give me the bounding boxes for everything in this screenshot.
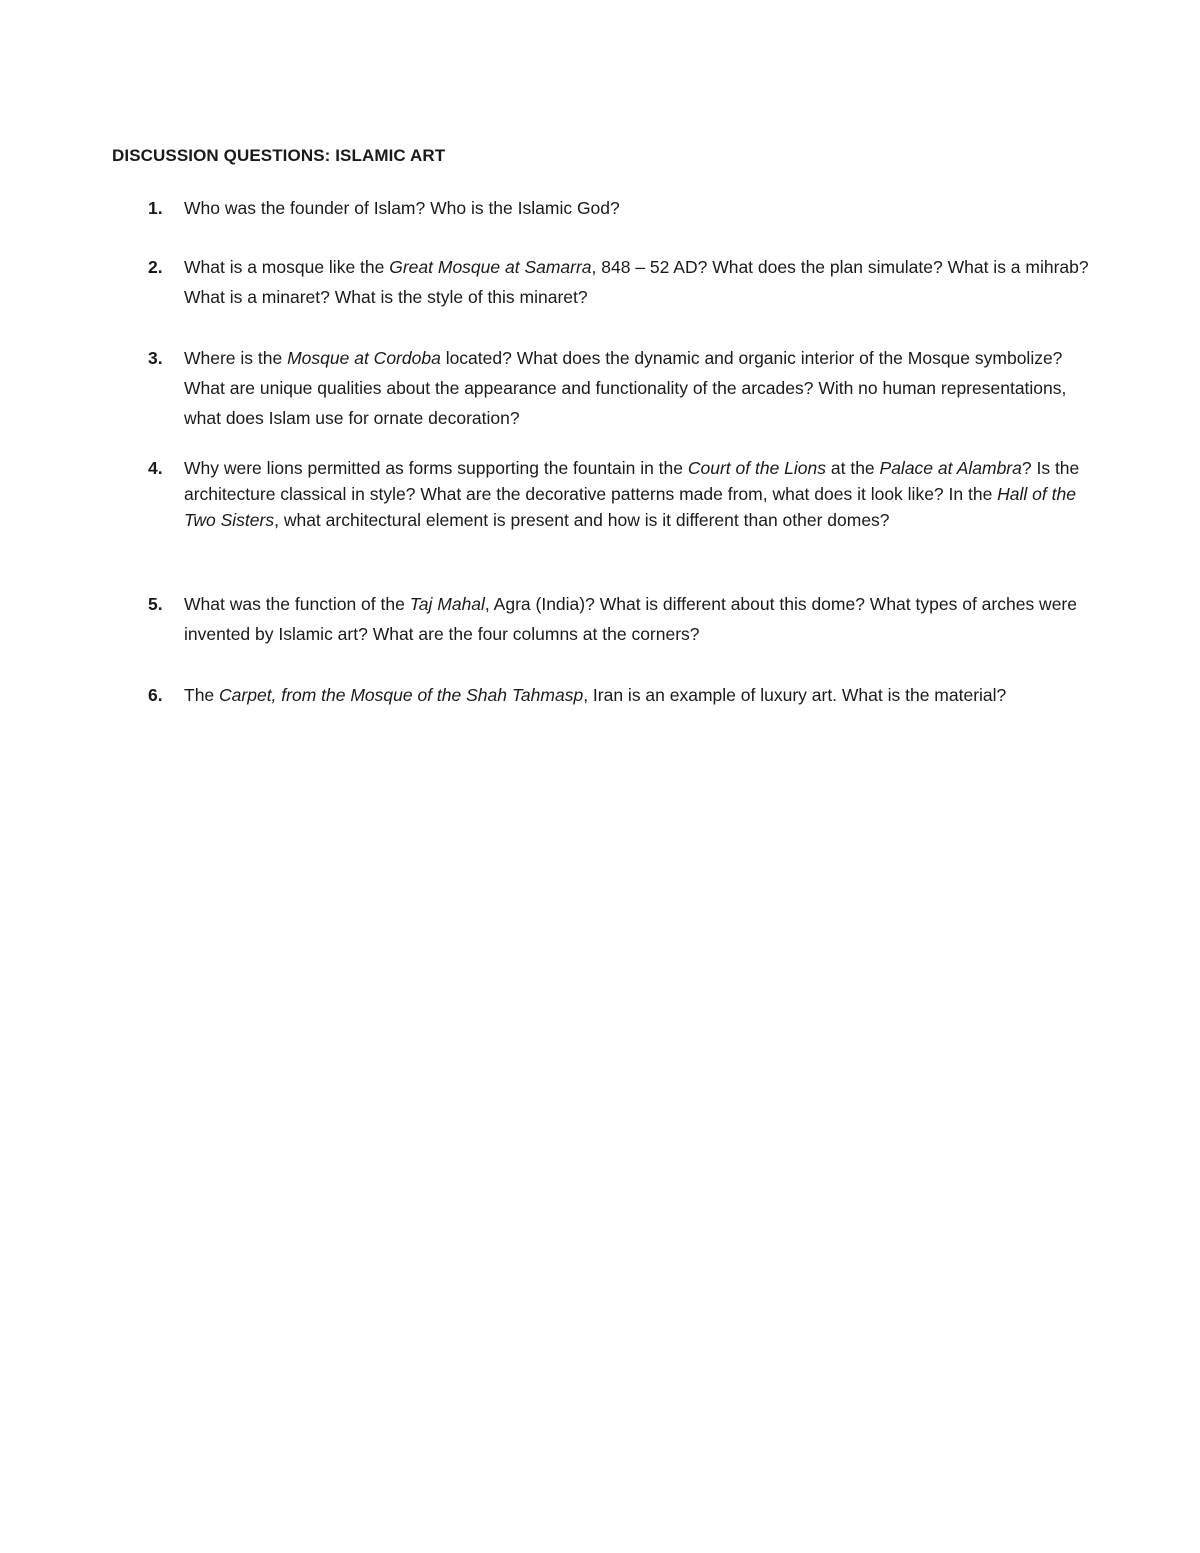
- question-text-segment: Who was the founder of Islam? Who is the Islamic God?: [184, 198, 620, 218]
- question-text-segment: Where is the: [184, 348, 288, 368]
- question-text-segment: The: [184, 685, 220, 705]
- artwork-title: Carpet, from the Mosque of the Shah Tahmasp: [219, 685, 584, 705]
- question-text: [184, 343, 1108, 433]
- question-2: [148, 252, 1108, 312]
- question-5: [148, 589, 1108, 649]
- artwork-title: Great Mosque at Samarra: [389, 257, 592, 277]
- question-text: [184, 252, 1108, 312]
- question-3: [148, 343, 1108, 433]
- artwork-title: Mosque at Cordoba: [287, 348, 441, 368]
- question-number: 1.: [148, 198, 163, 218]
- artwork-title: Hall of the Two Sisters: [184, 484, 1076, 530]
- question-text: [184, 589, 1108, 649]
- question-text-segment: ? Is the architecture classical in style? What are the decorative patterns made from, what does it look like? In the: [184, 458, 1080, 504]
- question-text-segment: Why were lions permitted as forms supporting the fountain in the: [184, 458, 688, 478]
- question-text: [184, 455, 1108, 533]
- artwork-title: Palace at Alambra: [879, 458, 1022, 478]
- question-text: [184, 680, 1108, 710]
- question-number: 6.: [148, 685, 163, 705]
- question-1: [148, 193, 1108, 223]
- question-number: 2.: [148, 257, 163, 277]
- question-text-segment: What is a mosque like the: [184, 257, 390, 277]
- question-text-segment: , Agra (India)? What is different about this dome? What types of arches were invented by Islamic art? What are the four columns at the corners?: [184, 594, 1077, 644]
- question-4: [148, 455, 1108, 533]
- artwork-title: Taj Mahal: [409, 594, 485, 614]
- question-text-segment: , what architectural element is present and how is it different than other domes?: [274, 510, 890, 530]
- question-text-segment: What was the function of the: [184, 594, 410, 614]
- question-6: [148, 680, 1108, 710]
- question-number: 5.: [148, 594, 163, 614]
- question-text-segment: , Iran is an example of luxury art. What is the material?: [583, 685, 1007, 705]
- document-title: DISCUSSION QUESTIONS: ISLAMIC ART: [112, 146, 446, 165]
- artwork-title: Court of the Lions: [687, 458, 827, 478]
- question-number: 3.: [148, 348, 163, 368]
- question-text-segment: , 848 – 52 AD? What does the plan simulate? What is a mihrab? What is a minaret? What is the style of this minaret?: [184, 257, 1089, 307]
- question-number: 4.: [148, 458, 163, 478]
- question-text-segment: located? What does the dynamic and organic interior of the Mosque symbolize? What are unique qualities about the appearance and functionality of the arcades? With no human representations, what does Islam use for ornate decoration?: [184, 348, 1067, 428]
- question-text: [184, 193, 1108, 223]
- question-text-segment: at the: [826, 458, 880, 478]
